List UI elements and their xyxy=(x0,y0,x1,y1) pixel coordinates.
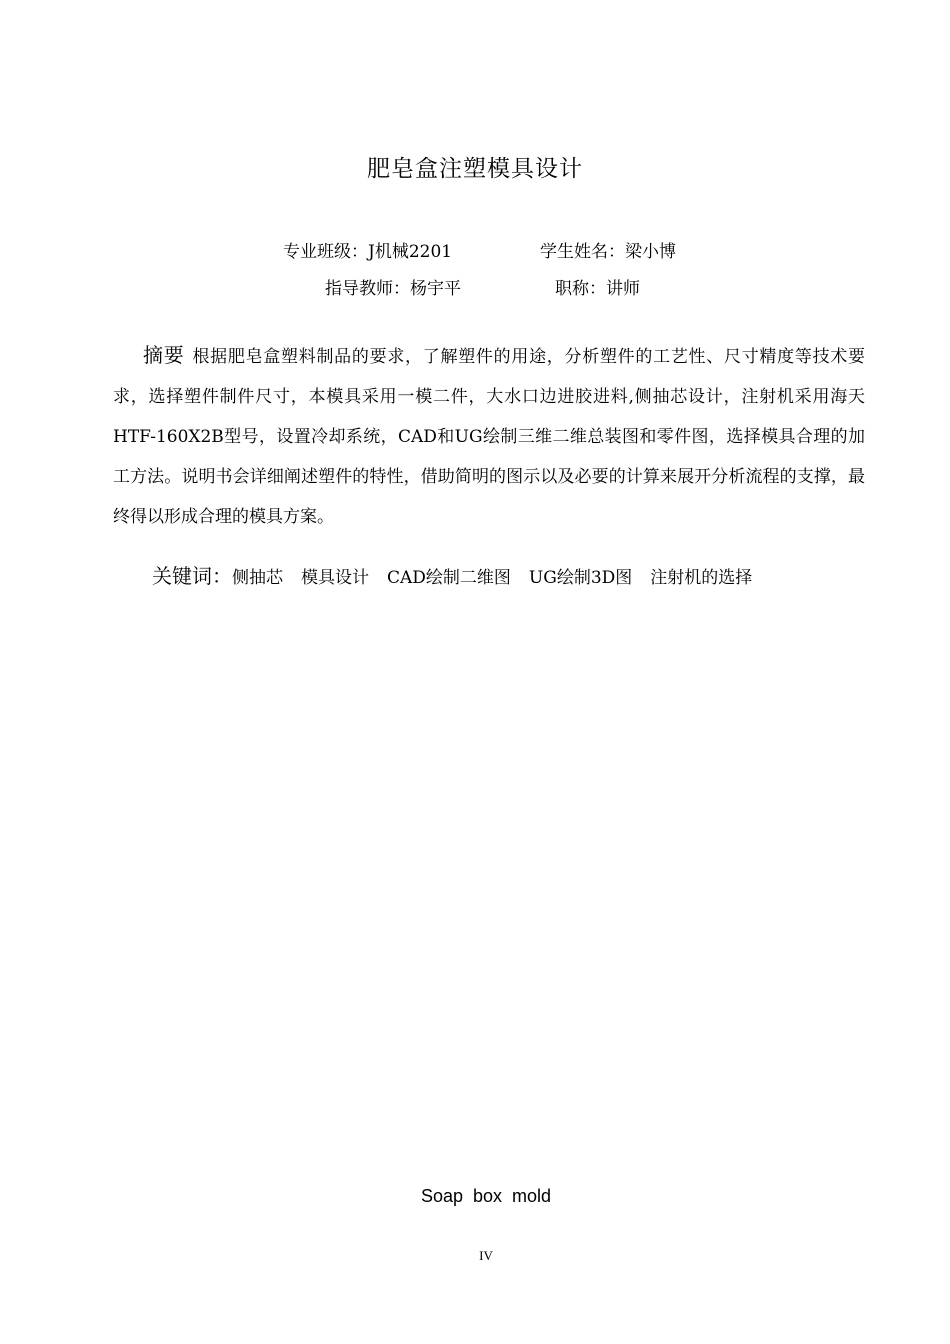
english-title: Soap box mold xyxy=(420,1186,552,1206)
major-class: 专业班级：J机械2201 xyxy=(283,242,453,262)
student-name: 学生姓名：梁小博 xyxy=(540,242,676,262)
page-number: IV xyxy=(479,1248,493,1263)
advisor-name: 指导教师：杨宇平 xyxy=(325,279,461,299)
keyword-item: 模具设计 xyxy=(301,568,369,588)
keywords-label: 关键词： xyxy=(152,564,232,588)
keyword-item: 注射机的选择 xyxy=(650,568,753,588)
keywords-line xyxy=(152,560,770,589)
keyword-item: UG绘制3D图 xyxy=(528,568,633,588)
page-title: 肥皂盒注塑模具设计 xyxy=(367,156,583,182)
abstract-text: 根据肥皂盒塑料制品的要求，了解塑件的用途，分析塑件的工艺性、尺寸精度等技术要求，选择塑件制件尺寸，本模具采用一模二件，大水口边进胶进料,侧抽芯设计，注射机采用海天HTF-160X2B型号，设置冷却系统，CAD和UG绘制三维二维总装图和零件图，选择模具合理的加工方法。说明书会详细阐述塑件的特性，借助简明的图示以及必要的计算来展开分析流程的支撑，最终得以形成合理的模具方案。 xyxy=(113,347,865,527)
abstract-paragraph xyxy=(113,335,865,537)
keyword-item: 侧抽芯 xyxy=(232,568,283,588)
keyword-item: CAD绘制二维图 xyxy=(387,568,511,588)
abstract-label: 摘要 xyxy=(143,343,185,367)
advisor-title: 职称：讲师 xyxy=(555,279,640,299)
